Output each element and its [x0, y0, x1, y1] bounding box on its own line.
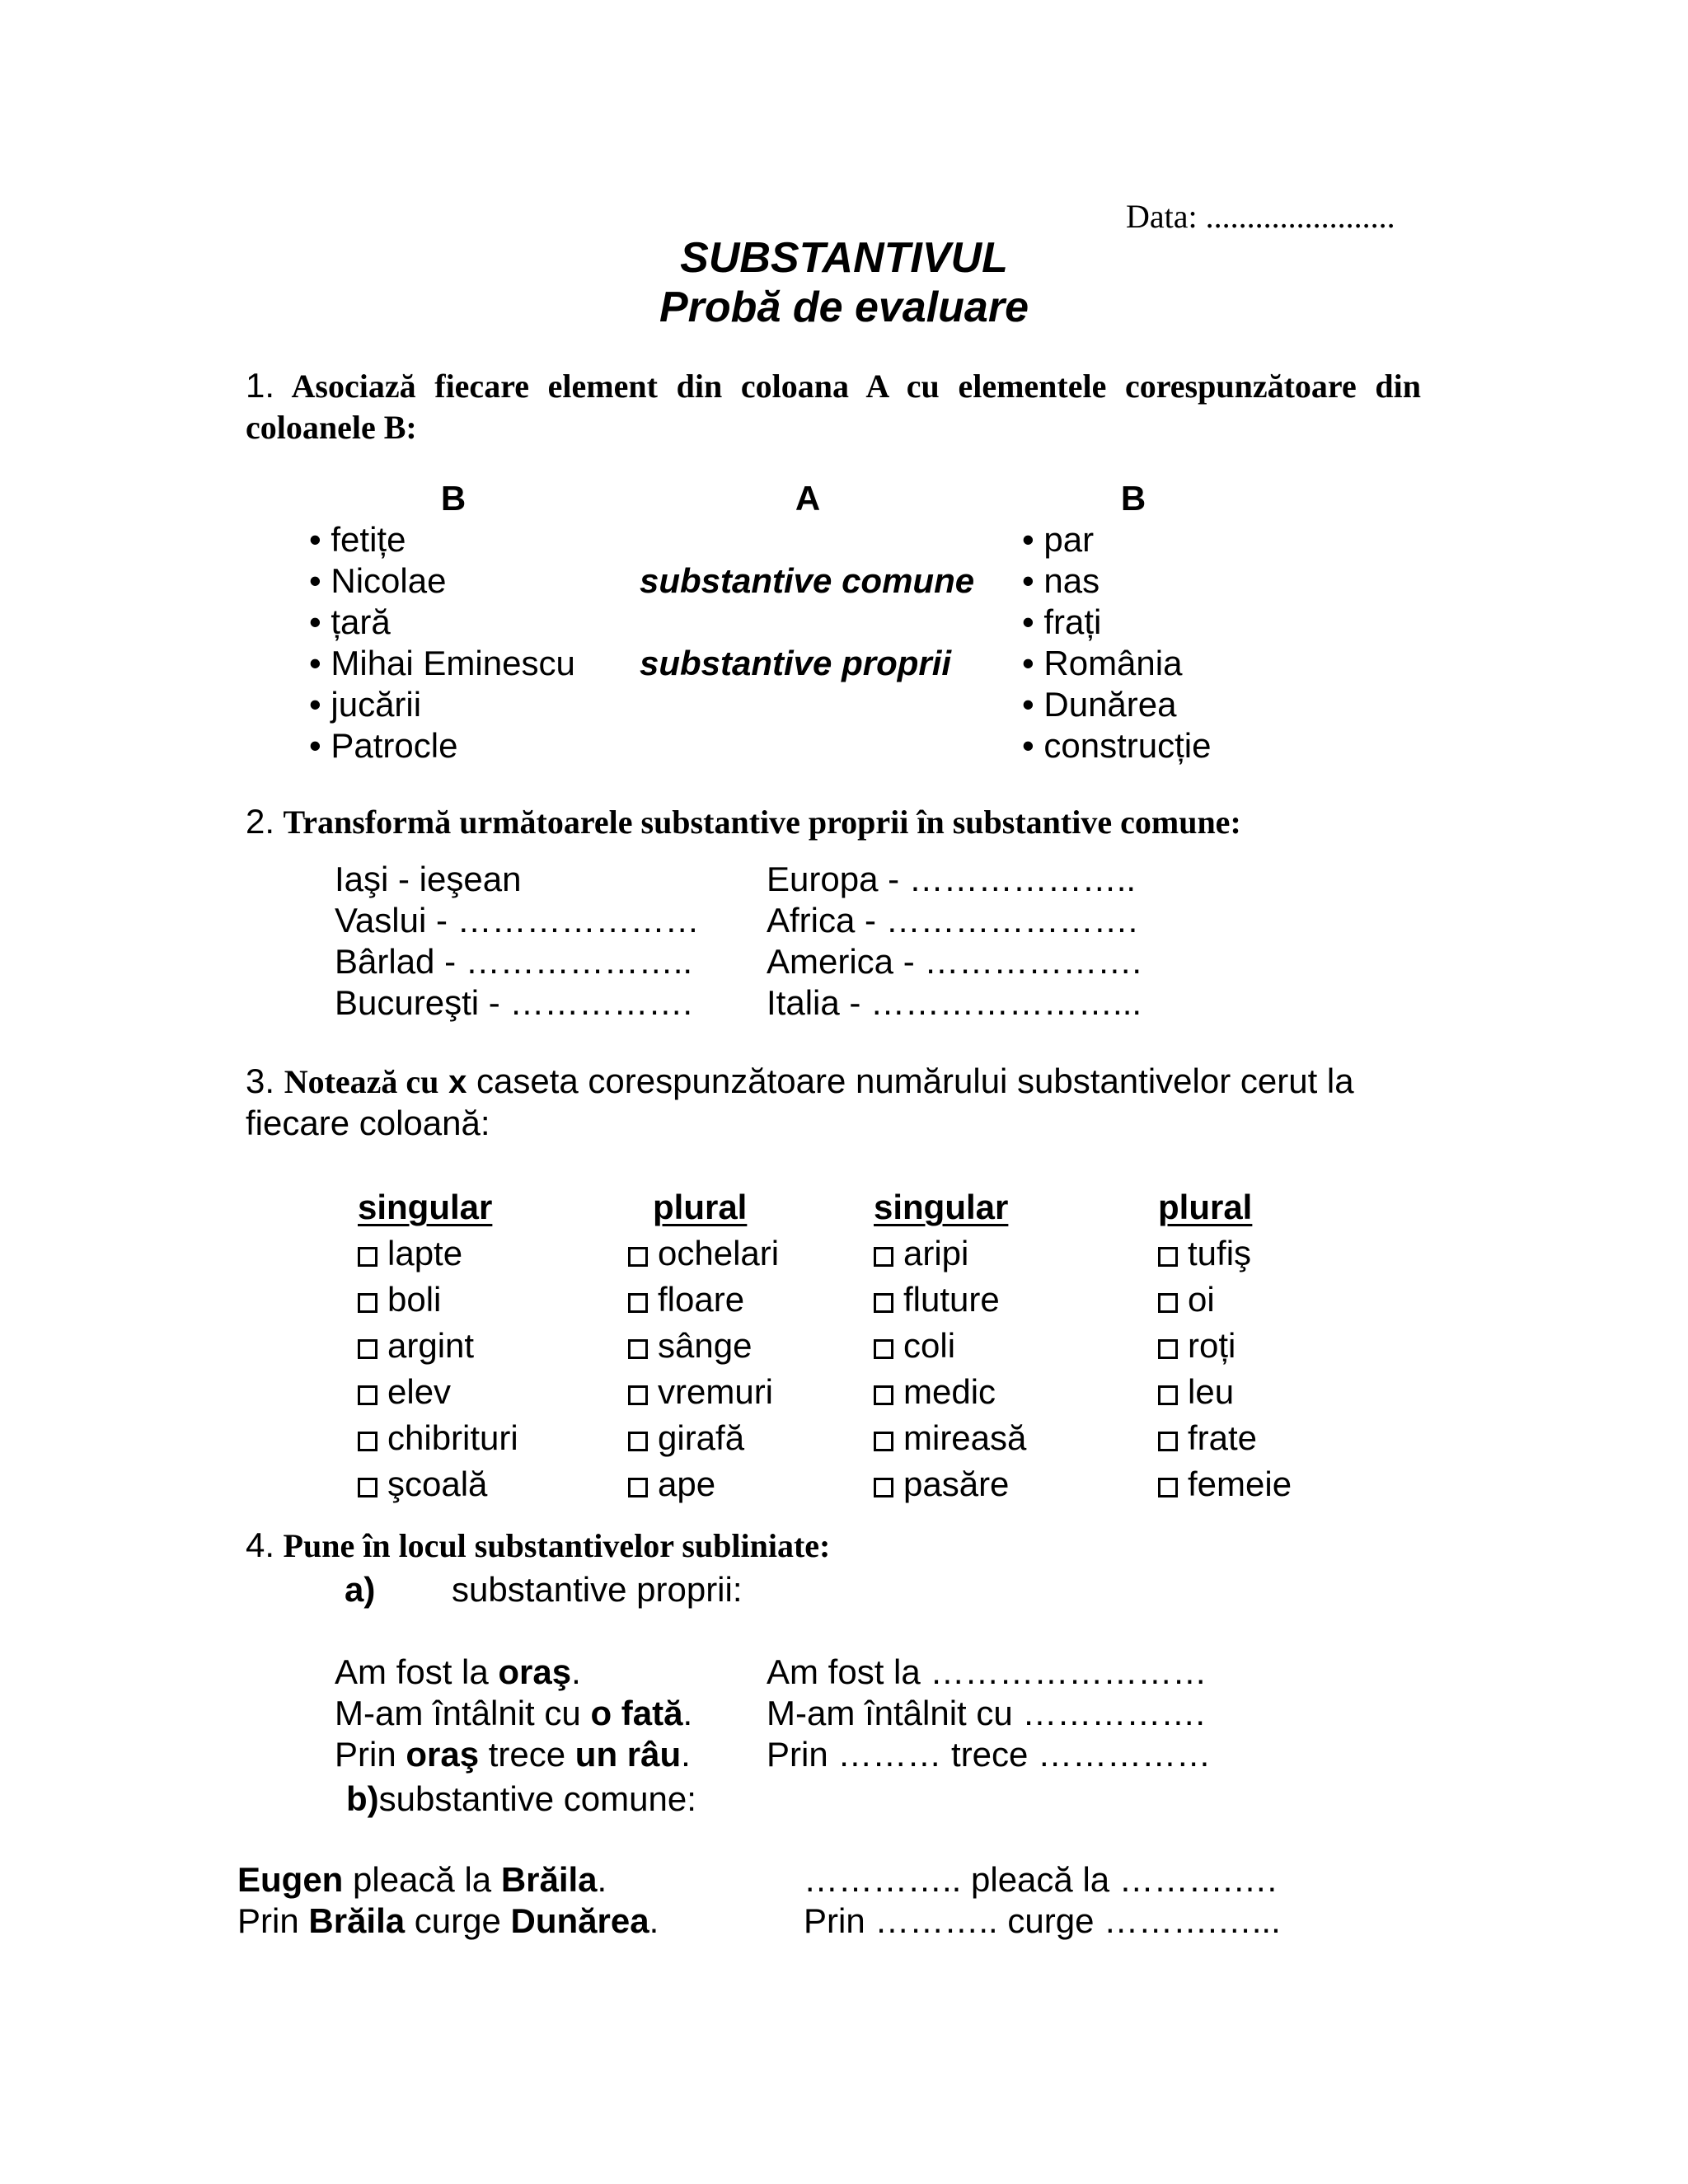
list-item: America - ………………. — [767, 942, 1142, 981]
checkbox-item[interactable]: lapte — [358, 1233, 518, 1279]
checkbox-item[interactable]: oi — [1158, 1279, 1292, 1325]
checkbox-item[interactable]: argint — [358, 1325, 518, 1371]
sentence: Am fost la oraş. — [335, 1652, 581, 1691]
checkbox[interactable] — [874, 1247, 893, 1267]
checkbox[interactable] — [628, 1385, 648, 1405]
checkbox-item[interactable]: tufiş — [1158, 1233, 1292, 1279]
ex4-b-line — [346, 1779, 696, 1820]
checkbox[interactable] — [358, 1247, 377, 1267]
ex3-column-3 — [874, 1187, 1026, 1510]
ex4-a-text: substantive proprii: — [452, 1570, 743, 1609]
checkbox-item[interactable]: ochelari — [628, 1233, 779, 1279]
ex4-b-right-list — [804, 1859, 1281, 1942]
page-title: SUBSTANTIVUL — [680, 234, 1008, 282]
checkbox[interactable] — [1158, 1339, 1178, 1359]
ex4-b-left-list — [237, 1859, 659, 1942]
checkbox-item[interactable]: frate — [1158, 1418, 1292, 1464]
checkbox-item[interactable]: floare — [628, 1279, 779, 1325]
checkbox[interactable] — [1158, 1247, 1178, 1267]
list-item: • Dunărea — [1022, 685, 1177, 724]
ex4-b-label: b) — [346, 1779, 379, 1818]
ex4-instruction: 4. Pune în locul substantivelor subliniate: — [246, 1526, 831, 1564]
ex3-column-2 — [628, 1187, 779, 1510]
sentence: Prin oraş trece un râu. — [335, 1735, 691, 1774]
date-label: Data: ....................... — [1126, 198, 1395, 235]
ex1-left-list — [309, 519, 575, 766]
checkbox[interactable] — [874, 1385, 893, 1405]
list-item: • par — [1022, 520, 1095, 559]
ex1-right-list — [1022, 519, 1211, 766]
checkbox[interactable] — [874, 1432, 893, 1451]
checkbox[interactable] — [628, 1293, 648, 1313]
column-header: plural — [1158, 1188, 1253, 1226]
checkbox-item[interactable]: pasăre — [874, 1464, 1026, 1510]
sentence: Prin Brăila curge Dunărea. — [237, 1901, 659, 1940]
sentence: ………….. pleacă la ……….…. — [804, 1860, 1278, 1899]
ex1-mid-header: A — [795, 479, 821, 518]
sentence: Prin ……….. curge ……….…... — [804, 1901, 1281, 1940]
ex1-left-header: B — [440, 479, 467, 518]
sentence: M-am întâlnit cu ……………. — [767, 1694, 1206, 1732]
checkbox[interactable] — [358, 1385, 377, 1405]
sentence: Eugen pleacă la Brăila. — [237, 1860, 607, 1899]
checkbox-item[interactable]: aripi — [874, 1233, 1026, 1279]
checkbox-item[interactable]: medic — [874, 1371, 1026, 1418]
list-item: • Mihai Eminescu — [309, 644, 575, 682]
checkbox[interactable] — [628, 1478, 648, 1497]
checkbox-item[interactable]: femeie — [1158, 1464, 1292, 1510]
ex1-category-proprii: substantive proprii — [640, 644, 952, 682]
checkbox-item[interactable]: ape — [628, 1464, 779, 1510]
list-item: Africa - …………………. — [767, 901, 1138, 940]
checkbox-item[interactable]: boli — [358, 1279, 518, 1325]
list-item: • România — [1022, 644, 1183, 682]
list-item: • frați — [1022, 602, 1102, 641]
sentence: M-am întâlnit cu o fată. — [335, 1694, 693, 1732]
ex2-left-list — [335, 859, 700, 1024]
list-item: Bârlad - ……………….. — [335, 942, 693, 981]
checkbox[interactable] — [874, 1478, 893, 1497]
list-item: • Patrocle — [309, 726, 458, 765]
x-mark-icon: x — [448, 1064, 467, 1100]
list-item: Vaslui - ………………… — [335, 901, 700, 940]
checkbox-item[interactable]: chibrituri — [358, 1418, 518, 1464]
checkbox[interactable] — [628, 1339, 648, 1359]
checkbox-item[interactable]: şcoală — [358, 1464, 518, 1510]
checkbox-item[interactable]: leu — [1158, 1371, 1292, 1418]
checkbox-item[interactable]: roți — [1158, 1325, 1292, 1371]
sentence: Am fost la …………………… — [767, 1652, 1207, 1691]
ex4-b-text: substantive comune: — [378, 1779, 696, 1818]
ex3-column-4 — [1158, 1187, 1292, 1510]
column-header: plural — [653, 1188, 748, 1226]
checkbox-item[interactable]: coli — [874, 1325, 1026, 1371]
checkbox[interactable] — [874, 1339, 893, 1359]
checkbox[interactable] — [358, 1339, 377, 1359]
checkbox[interactable] — [1158, 1432, 1178, 1451]
list-item: • construcție — [1022, 726, 1212, 765]
column-header: singular — [874, 1188, 1009, 1226]
ex4-a-label: a) — [345, 1570, 376, 1609]
checkbox-item[interactable]: fluture — [874, 1279, 1026, 1325]
list-item: • jucării — [309, 685, 422, 724]
list-item: • țară — [309, 602, 391, 641]
list-item: Bucureşti - ……………. — [335, 983, 693, 1022]
list-item: Europa - ……………….. — [767, 860, 1137, 898]
list-item: • Nicolae — [309, 561, 447, 600]
checkbox[interactable] — [358, 1293, 377, 1313]
checkbox[interactable] — [358, 1432, 377, 1451]
checkbox-item[interactable]: sânge — [628, 1325, 779, 1371]
ex1-category-comune: substantive comune — [640, 561, 975, 600]
list-item: Iaşi - ieşean — [335, 860, 522, 898]
ex3-column-1 — [358, 1187, 518, 1510]
checkbox-item[interactable]: mireasă — [874, 1418, 1026, 1464]
ex2-right-list — [767, 859, 1142, 1024]
ex4-a-right-list — [767, 1652, 1211, 1775]
ex2-instruction: 2. Transformă următoarele substantive proprii în substantive comune: — [246, 802, 1241, 841]
checkbox-item[interactable]: girafă — [628, 1418, 779, 1464]
checkbox[interactable] — [874, 1293, 893, 1313]
checkbox-item[interactable]: vremuri — [628, 1371, 779, 1418]
checkbox[interactable] — [1158, 1478, 1178, 1497]
column-header: singular — [358, 1188, 493, 1226]
ex1-instruction: 1. Asociază fiecare element din coloana A cu elementele corespunzătoare din coloanele B: — [246, 366, 1421, 446]
checkbox[interactable] — [1158, 1293, 1178, 1313]
list-item: • nas — [1022, 561, 1100, 600]
page-subtitle: Probă de evaluare — [659, 284, 1029, 331]
checkbox[interactable] — [628, 1247, 648, 1267]
list-item: Italia - …………………... — [767, 983, 1142, 1022]
checkbox[interactable] — [628, 1432, 648, 1451]
sentence: Prin ……… trece …………… — [767, 1735, 1212, 1774]
list-item: • fetițe — [309, 520, 406, 559]
ex1-right-header: B — [1120, 479, 1146, 518]
ex3-instruction: 3. Notează cu x caseta corespunzătoare numărului substantivelor cerut la fiecare coloană: — [246, 1062, 1354, 1142]
ex4-a-left-list — [335, 1652, 692, 1775]
checkbox[interactable] — [358, 1478, 377, 1497]
checkbox[interactable] — [1158, 1385, 1178, 1405]
checkbox-item[interactable]: elev — [358, 1371, 518, 1418]
